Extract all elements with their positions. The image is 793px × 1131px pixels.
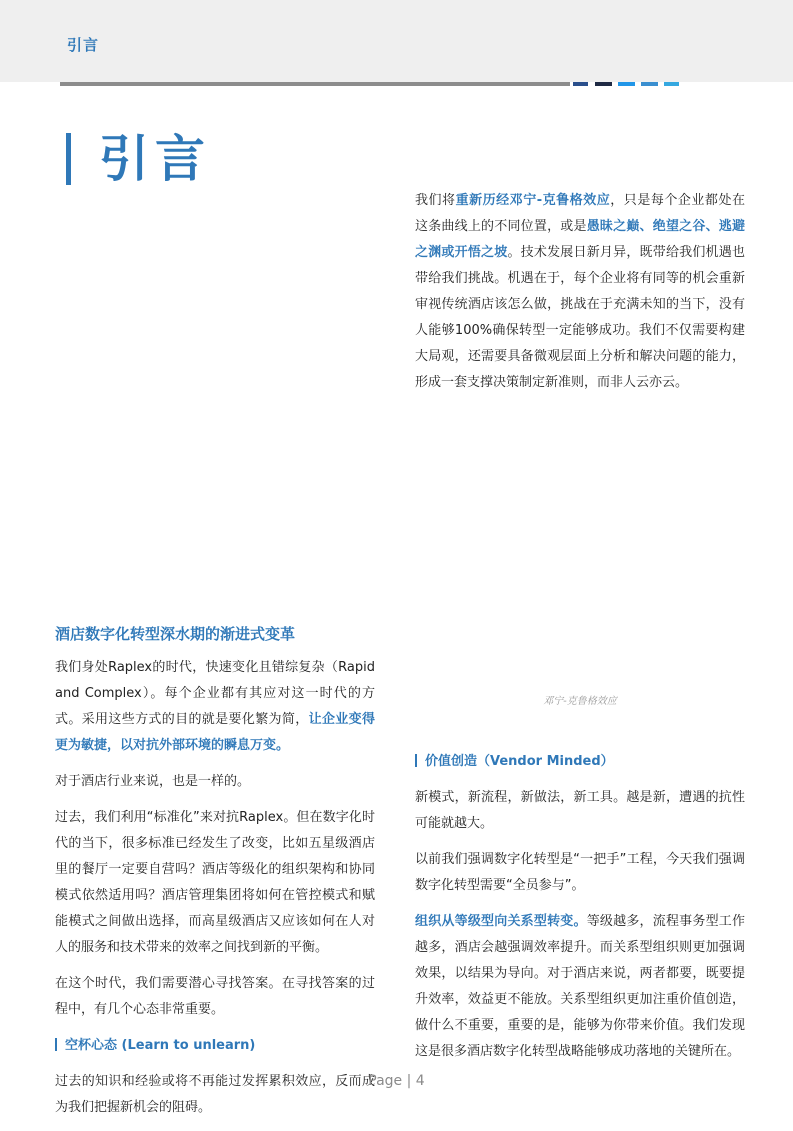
figure-dunning-kruger — [415, 420, 745, 690]
subheading-learn-to-unlearn: 空杯心态 (Learn to unlearn) — [55, 1033, 375, 1059]
right-column — [415, 747, 745, 1075]
left-paragraph-2: 对于酒店行业来说，也是一样的。 — [55, 774, 251, 789]
header-band — [0, 0, 793, 82]
rule-segment-4 — [641, 82, 658, 86]
title-bar — [66, 133, 71, 185]
subheading-vendor-minded: 价值创造（Vendor Minded） — [415, 749, 745, 775]
rule-segment-1 — [573, 82, 588, 86]
subheading-bar — [55, 1038, 57, 1051]
left-paragraph-4: 在这个时代，我们需要潜心寻找答案。在寻找答案的过程中，有几个心态非常重要。 — [55, 976, 375, 1017]
page-title-text: 引言 — [99, 130, 211, 188]
right-paragraph-3: 组织从等级型向关系型转变。等级越多，流程事务型工作越多，酒店会越强调效率提升。而关系型组织则更加强调效果，以结果为导向。对于酒店来说，两者都要，既要提升效率，效益更不能放。关系型组织更加注重价值创造，做什么不重要，重要的是，能够为你带来价值。我们发现这是很多酒店数字化转型战略能够成功落地的关键所在。 — [415, 914, 745, 1059]
subheading-bar — [415, 754, 417, 767]
page-number: Page | 4 — [368, 1073, 425, 1089]
figure-caption: 邓宁-克鲁格效应 — [543, 696, 617, 707]
section-heading: 酒店数字化转型深水期的渐进式变革 — [55, 625, 296, 643]
header-section-label: 引言 — [67, 36, 100, 54]
header-rule — [60, 82, 570, 86]
highlight-dunning-kruger: 重新历经邓宁-克鲁格效应 — [455, 193, 611, 208]
left-paragraph-1: 我们身处Raplex的时代，快速变化且错综复杂（Rapid and Complex）。每个企业都有其应对这一时代的方式。采用这些方式的目的就是要化繁为简，让企业变得更为敏捷，以对抗外部环境的瞬息万变。 — [55, 660, 375, 753]
left-column — [55, 655, 375, 1131]
left-paragraph-3: 过去，我们利用“标准化”来对抗Raplex。但在数字化时代的当下，很多标准已经发生了改变，比如五星级酒店里的餐厅一定要自营吗？酒店等级化的组织架构和协同模式依然适用吗？酒店管理集团将如何在管控模式和赋能模式之间做出选择，而高星级酒店又应该如何在人对人的服务和技术带来的效率之间找到新的平衡。 — [55, 810, 375, 955]
highlight-agility: 让企业变得更为敏捷，以对抗外部环境的瞬息万变。 — [55, 712, 375, 753]
page-title — [66, 128, 211, 190]
right-paragraph-1: 新模式，新流程，新做法，新工具。越是新，遭遇的抗性可能就越大。 — [415, 790, 745, 831]
intro-paragraph: 我们将重新历经邓宁-克鲁格效应，只是每个企业都处在这条曲线上的不同位置，或是愚昧之巅、绝望之谷、逃避之渊或开悟之坡。技术发展日新月异，既带给我们机遇也带给我们挑战。机遇在于，每个企业将有同等的机会重新审视传统酒店该怎么做，挑战在于充满未知的当下，没有人能够100%确保转型一定能够成功。我们不仅需要构建大局观，还需要具备微观层面上分析和解决问题的能力，形成一套支撑决策制定新准则，而非人云亦云。 — [415, 193, 745, 390]
rule-segment-5 — [664, 82, 679, 86]
right-paragraph-2: 以前我们强调数字化转型是“一把手”工程，今天我们强调数字化转型需要“全员参与”。 — [415, 852, 745, 893]
highlight-curve-stages: 愚昧之巅、绝望之谷、逃避之渊或开悟之坡 — [415, 219, 745, 260]
left-paragraph-5: 过去的知识和经验或将不再能过发挥累积效应，反而成为我们把握新机会的阻碍。 — [55, 1074, 375, 1115]
intro-column — [415, 188, 745, 406]
rule-segment-3 — [618, 82, 635, 86]
rule-segment-2 — [595, 82, 612, 86]
highlight-org-shift: 组织从等级型向关系型转变。 — [415, 914, 587, 929]
